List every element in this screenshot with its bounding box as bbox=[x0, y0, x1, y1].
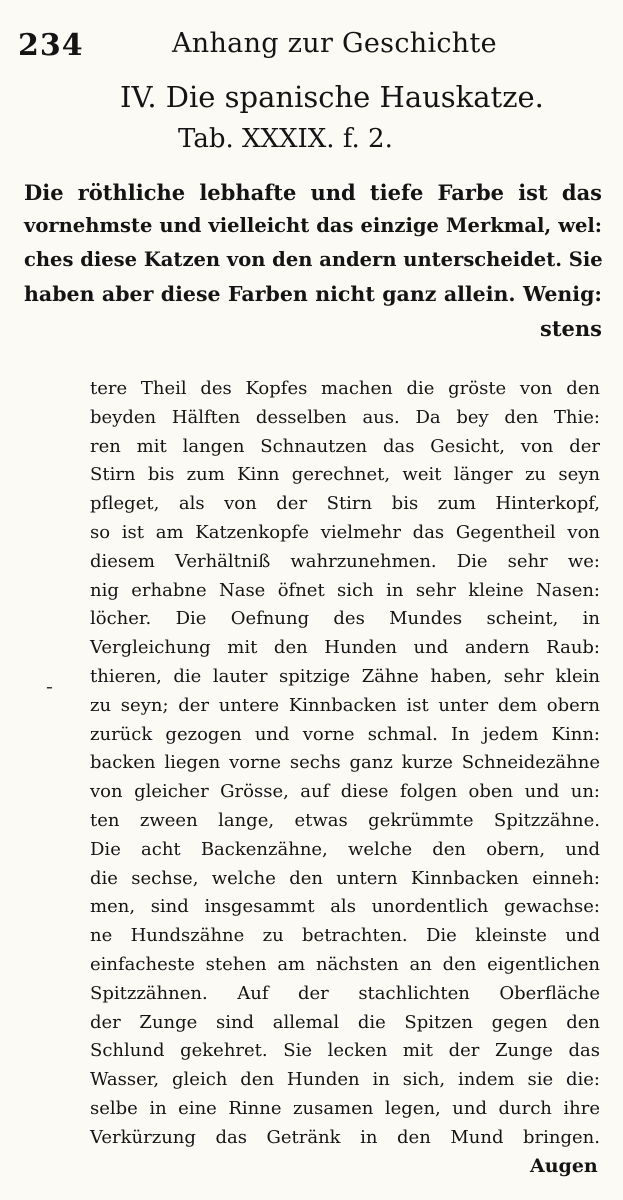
body-line: der Zunge sind allemal die Spitzen gegen den bbox=[90, 1011, 600, 1033]
page-number: 234 bbox=[18, 28, 84, 63]
body-line: löcher. Die Oefnung des Mundes scheint, in bbox=[90, 608, 600, 630]
body-line: ne Hundszähne zu betrachten. Die kleinste und bbox=[90, 925, 600, 947]
intro-line: vornehmste und vielleicht das einzige Merkmal, wel: bbox=[24, 214, 602, 237]
body-line: ren mit langen Schnautzen das Gesicht, von der bbox=[90, 435, 600, 457]
body-line: Stirn bis zum Kinn gerechnet, weit länger zu seyn bbox=[90, 464, 600, 486]
body-line: selbe in eine Rinne zusamen legen, und durch ihre bbox=[90, 1098, 600, 1119]
body-line: pfleget, als von der Stirn bis zum Hinterkopf, bbox=[90, 493, 600, 515]
plate-reference: Tab. XXXIX. f. 2. bbox=[178, 124, 393, 154]
margin-mark: - bbox=[46, 674, 53, 698]
body-line: thieren, die lauter spitzige Zähne haben, sehr klein bbox=[90, 666, 600, 687]
intro-line: Die röthliche lebhafte und tiefe Farbe ist das bbox=[24, 180, 602, 205]
catchword: Augen bbox=[530, 1155, 598, 1177]
body-line: Verkürzung das Getränk in den Mund bringen. bbox=[90, 1126, 600, 1148]
intro-line: ches diese Katzen von den andern unterscheidet. Sie bbox=[24, 248, 603, 271]
body-line: beyden Hälften desselben aus. Da bey den Thie: bbox=[90, 406, 600, 428]
intro-catchword: stens bbox=[540, 316, 602, 341]
body-line: Die acht Backenzähne, welche den obern, und bbox=[90, 838, 600, 860]
body-line: Vergleichung mit den Hunden und andern Raub: bbox=[90, 637, 600, 659]
section-title: IV. Die spanische Hauskatze. bbox=[120, 80, 544, 114]
body-line: Wasser, gleich den Hunden in sich, indem sie die: bbox=[90, 1069, 600, 1091]
body-line: die sechse, welche den untern Kinnbacken einneh: bbox=[90, 867, 600, 889]
body-line: men, sind insgesammt als unordentlich gewachse: bbox=[90, 896, 600, 918]
body-line: backen liegen vorne sechs ganz kurze Schneidezähne bbox=[90, 752, 600, 774]
body-line: einfacheste stehen am nächsten an den eigentlichen bbox=[90, 954, 600, 975]
body-line: zurück gezogen und vorne schmal. In jedem Kinn: bbox=[90, 723, 600, 745]
body-line: diesem Verhältniß wahrzunehmen. Die sehr we: bbox=[90, 550, 600, 572]
body-line: tere Theil des Kopfes machen die gröste von den bbox=[90, 378, 600, 399]
body-line: nig erhabne Nase öfnet sich in sehr kleine Nasen: bbox=[90, 579, 600, 601]
body-line: ten zween lange, etwas gekrümmte Spitzzähne. bbox=[90, 810, 600, 831]
body-line: Spitzzähnen. Auf der stachlichten Oberfläche bbox=[90, 982, 600, 1004]
body-line: so ist am Katzenkopfe vielmehr das Gegentheil von bbox=[90, 522, 600, 543]
body-line: zu seyn; der untere Kinnbacken ist unter dem obern bbox=[90, 694, 600, 716]
running-head: Anhang zur Geschichte bbox=[172, 28, 497, 59]
body-line: von gleicher Grösse, auf diese folgen oben und un: bbox=[90, 781, 600, 803]
body-line: Schlund gekehret. Sie lecken mit der Zunge das bbox=[90, 1040, 600, 1062]
intro-line: haben aber diese Farben nicht ganz allein. Wenig: bbox=[24, 282, 602, 306]
